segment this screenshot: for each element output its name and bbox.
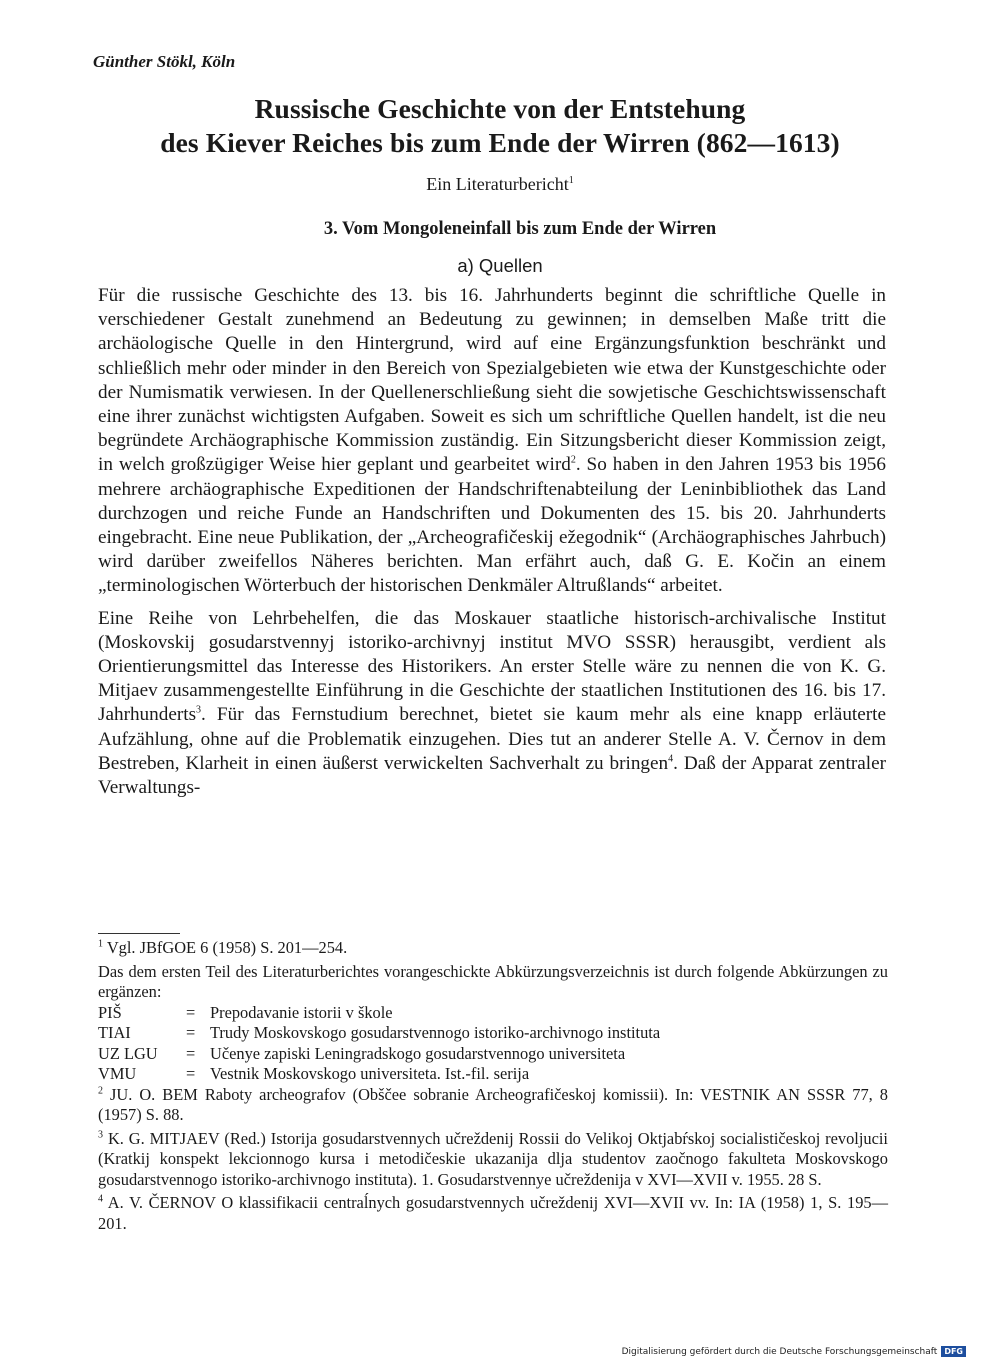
- footnote-divider: [98, 933, 180, 934]
- abbreviation-key: PIŠ: [98, 1002, 122, 1022]
- abbreviation-row: [98, 1003, 888, 1024]
- article-subtitle: [60, 174, 940, 195]
- abbreviation-equals: =: [186, 1043, 196, 1063]
- footnote-ref-4: 4: [668, 753, 674, 765]
- subtitle-footnote-mark: 1: [568, 175, 574, 186]
- paragraph-1-part-2: . So haben in den Jahren 1953 bis 1956 mehrere archäographische Expeditionen der Handschriftenabteilung der Leninbibliothek das Land durchzogen und reiche Funde an Handschriften und Dokumenten des 15. bis 20. Jahrhunderts eingebracht. Eine neue Publikation, der „Archeografičeskij ežegodnik“ (Archäographisches Jahrbuch) wird darüber zweifellos Näheres berichten. Man erfährt auch, daß G. E. Kočin an einem „terminologischen Wörterbuch der historischen Denkmäler Altrußlands“ arbeitet.: [98, 454, 886, 597]
- footnote-4: [98, 1193, 888, 1234]
- title-line-1: Russische Geschichte von der Entstehung: [254, 93, 746, 124]
- footnote-3-mark: 3: [98, 1129, 103, 1141]
- footnote-4-mark: 4: [98, 1193, 103, 1205]
- footnotes: [98, 938, 888, 1234]
- footnote-1-mark: 1: [98, 938, 103, 950]
- paragraph-2-part-1: Eine Reihe von Lehrbehelfen, die das Moskauer staatliche historisch-archivalische Institut (Moskovskij gosudarstvennyj istoriko-archivnyj institut MVO SSSR) herausgibt, verdient als Orientierungsmittel das Interesse des Historikers. An erster Stelle wäre zu nennen die von K. G. Mitjaev zusammengestellte Einführung in die Geschichte der staatlichen Institutionen des 16. bis 17. Jahrhunderts: [98, 607, 886, 726]
- footer-text: Digitalisierung gefördert durch die Deutsche Forschungsgemeinschaft: [621, 1346, 938, 1357]
- abbreviation-equals: =: [186, 1023, 196, 1042]
- abbreviation-key: UZ LGU: [98, 1043, 158, 1063]
- paragraph-2-part-3: . Daß der Apparat zentraler Verwaltungs-: [98, 752, 886, 799]
- footnote-ref-3: 3: [196, 705, 202, 717]
- paragraph-1: [98, 284, 886, 599]
- paragraph-2: [98, 607, 886, 801]
- footnote-3: [98, 1129, 888, 1191]
- section-heading: 3. Vom Mongoleneinfall bis zum Ende der Wirren: [323, 219, 717, 239]
- dfg-logo: DFG: [941, 1346, 966, 1357]
- subtitle-text: Ein Literaturbericht: [426, 174, 569, 194]
- footnote-4-text: A. V. ČERNOV O klassifikacii centraĺnych gosudarstvennych učreždenij XVI—XVII vv. In: IA (1958) 1, S. 195—201.: [98, 1193, 888, 1233]
- author-line: Günther Stökl, Köln: [93, 52, 236, 71]
- footnote-3-text: K. G. MITJAEV (Red.) Istorija gosudarstvennych učreždenij Rossii do Velikoj Oktjabŕskoj socialističeskoj revoljucii (Kratkij konspekt lekcionnogo kursa i metodičeskie ukazanija dlja studentov zaočnogo fakulteta Moskovskogo gosudarstvennogo istoriko-archivnogo instituta). 1. Gosudarstvennye učreždenija v XVI—XVII v. 1955. 28 S.: [98, 1128, 888, 1189]
- abbreviation-row: [98, 1044, 888, 1065]
- abbreviation-row: [98, 1023, 888, 1044]
- article-title: [60, 92, 940, 160]
- abbreviation-value: Učenye zapiski Leningradskogo gosudarstvennogo universiteta: [210, 1043, 626, 1063]
- abbreviation-row: [98, 1064, 888, 1085]
- footnote-1-text: Vgl. JBfGOE 6 (1958) S. 201—254.: [106, 938, 348, 957]
- footnote-2-text: JU. O. BEM Raboty archeografov (Obščee sobranie Archeografičeskoj komissii). In: VESTNIK AN SSSR 77, 8 (1957) S. 88.: [98, 1084, 888, 1124]
- abbreviation-intro: Das dem ersten Teil des Literaturberichtes vorangeschickte Abkürzungsverzeichnis ist durch folgende Abkürzungen zu ergänzen:: [98, 961, 888, 1001]
- abbreviation-value: Prepodavanie istorii v škole: [210, 1002, 393, 1022]
- abbreviation-value: Vestnik Moskovskogo universiteta. Ist.-fil. serija: [210, 1064, 530, 1083]
- title-line-2: des Kiever Reiches bis zum Ende der Wirren (862—1613): [160, 127, 840, 158]
- paragraph-1-part-1: Für die russische Geschichte des 13. bis 16. Jahrhunderts beginnt die schriftliche Quelle in verschiedener Gestalt zunehmend an Bedeutung zu gewinnen; in demselben Maße tritt die archäologische Quelle in den Hintergrund, wird auf eine Ergänzungsfunktion beschränkt und schließlich mehr oder minder in den Bereich von Spezialgebieten wie etwa der Kunstgeschichte oder der Numismatik verwiesen. In der Quellenerschließung sieht die sowjetische Geschichtswissenschaft eine ihrer zunächst wichtigsten Aufgaben. Soweit es sich um schriftliche Quellen handelt, ist die neu begründete Archäographische Kommission zuständig. Ein Sitzungsbericht dieser Kommission zeigt, in welch großzügiger Weise hier geplant und gearbeitet wird: [98, 285, 886, 476]
- footnote-ref-2: 2: [570, 455, 576, 467]
- abbreviation-equals: =: [186, 1002, 196, 1022]
- abbreviation-equals: =: [186, 1064, 196, 1083]
- footnote-2: [98, 1085, 888, 1126]
- footnote-2-mark: 2: [98, 1085, 103, 1097]
- abbreviation-list: [98, 1003, 888, 1085]
- abbreviation-value: Trudy Moskovskogo gosudarstvennogo istoriko-archivnogo instituta: [210, 1023, 661, 1042]
- digitization-footer: [622, 1346, 966, 1357]
- abbreviation-key: TIAI: [98, 1023, 131, 1042]
- paragraph-2-part-2: . Für das Fernstudium berechnet, bietet sie kaum mehr als eine knapp erläuterte Aufzählung, ohne auf die Problematik einzugehen. Dies tut an anderer Stelle A. V. Černov in dem Bestreben, Klarheit in einen äußerst verwickelten Sachverhalt zu bringen: [98, 704, 886, 774]
- body-text: [98, 284, 886, 800]
- abbreviation-key: VMU: [98, 1064, 137, 1083]
- footnote-1: [98, 938, 888, 959]
- subsection-heading: a) Quellen: [457, 255, 543, 276]
